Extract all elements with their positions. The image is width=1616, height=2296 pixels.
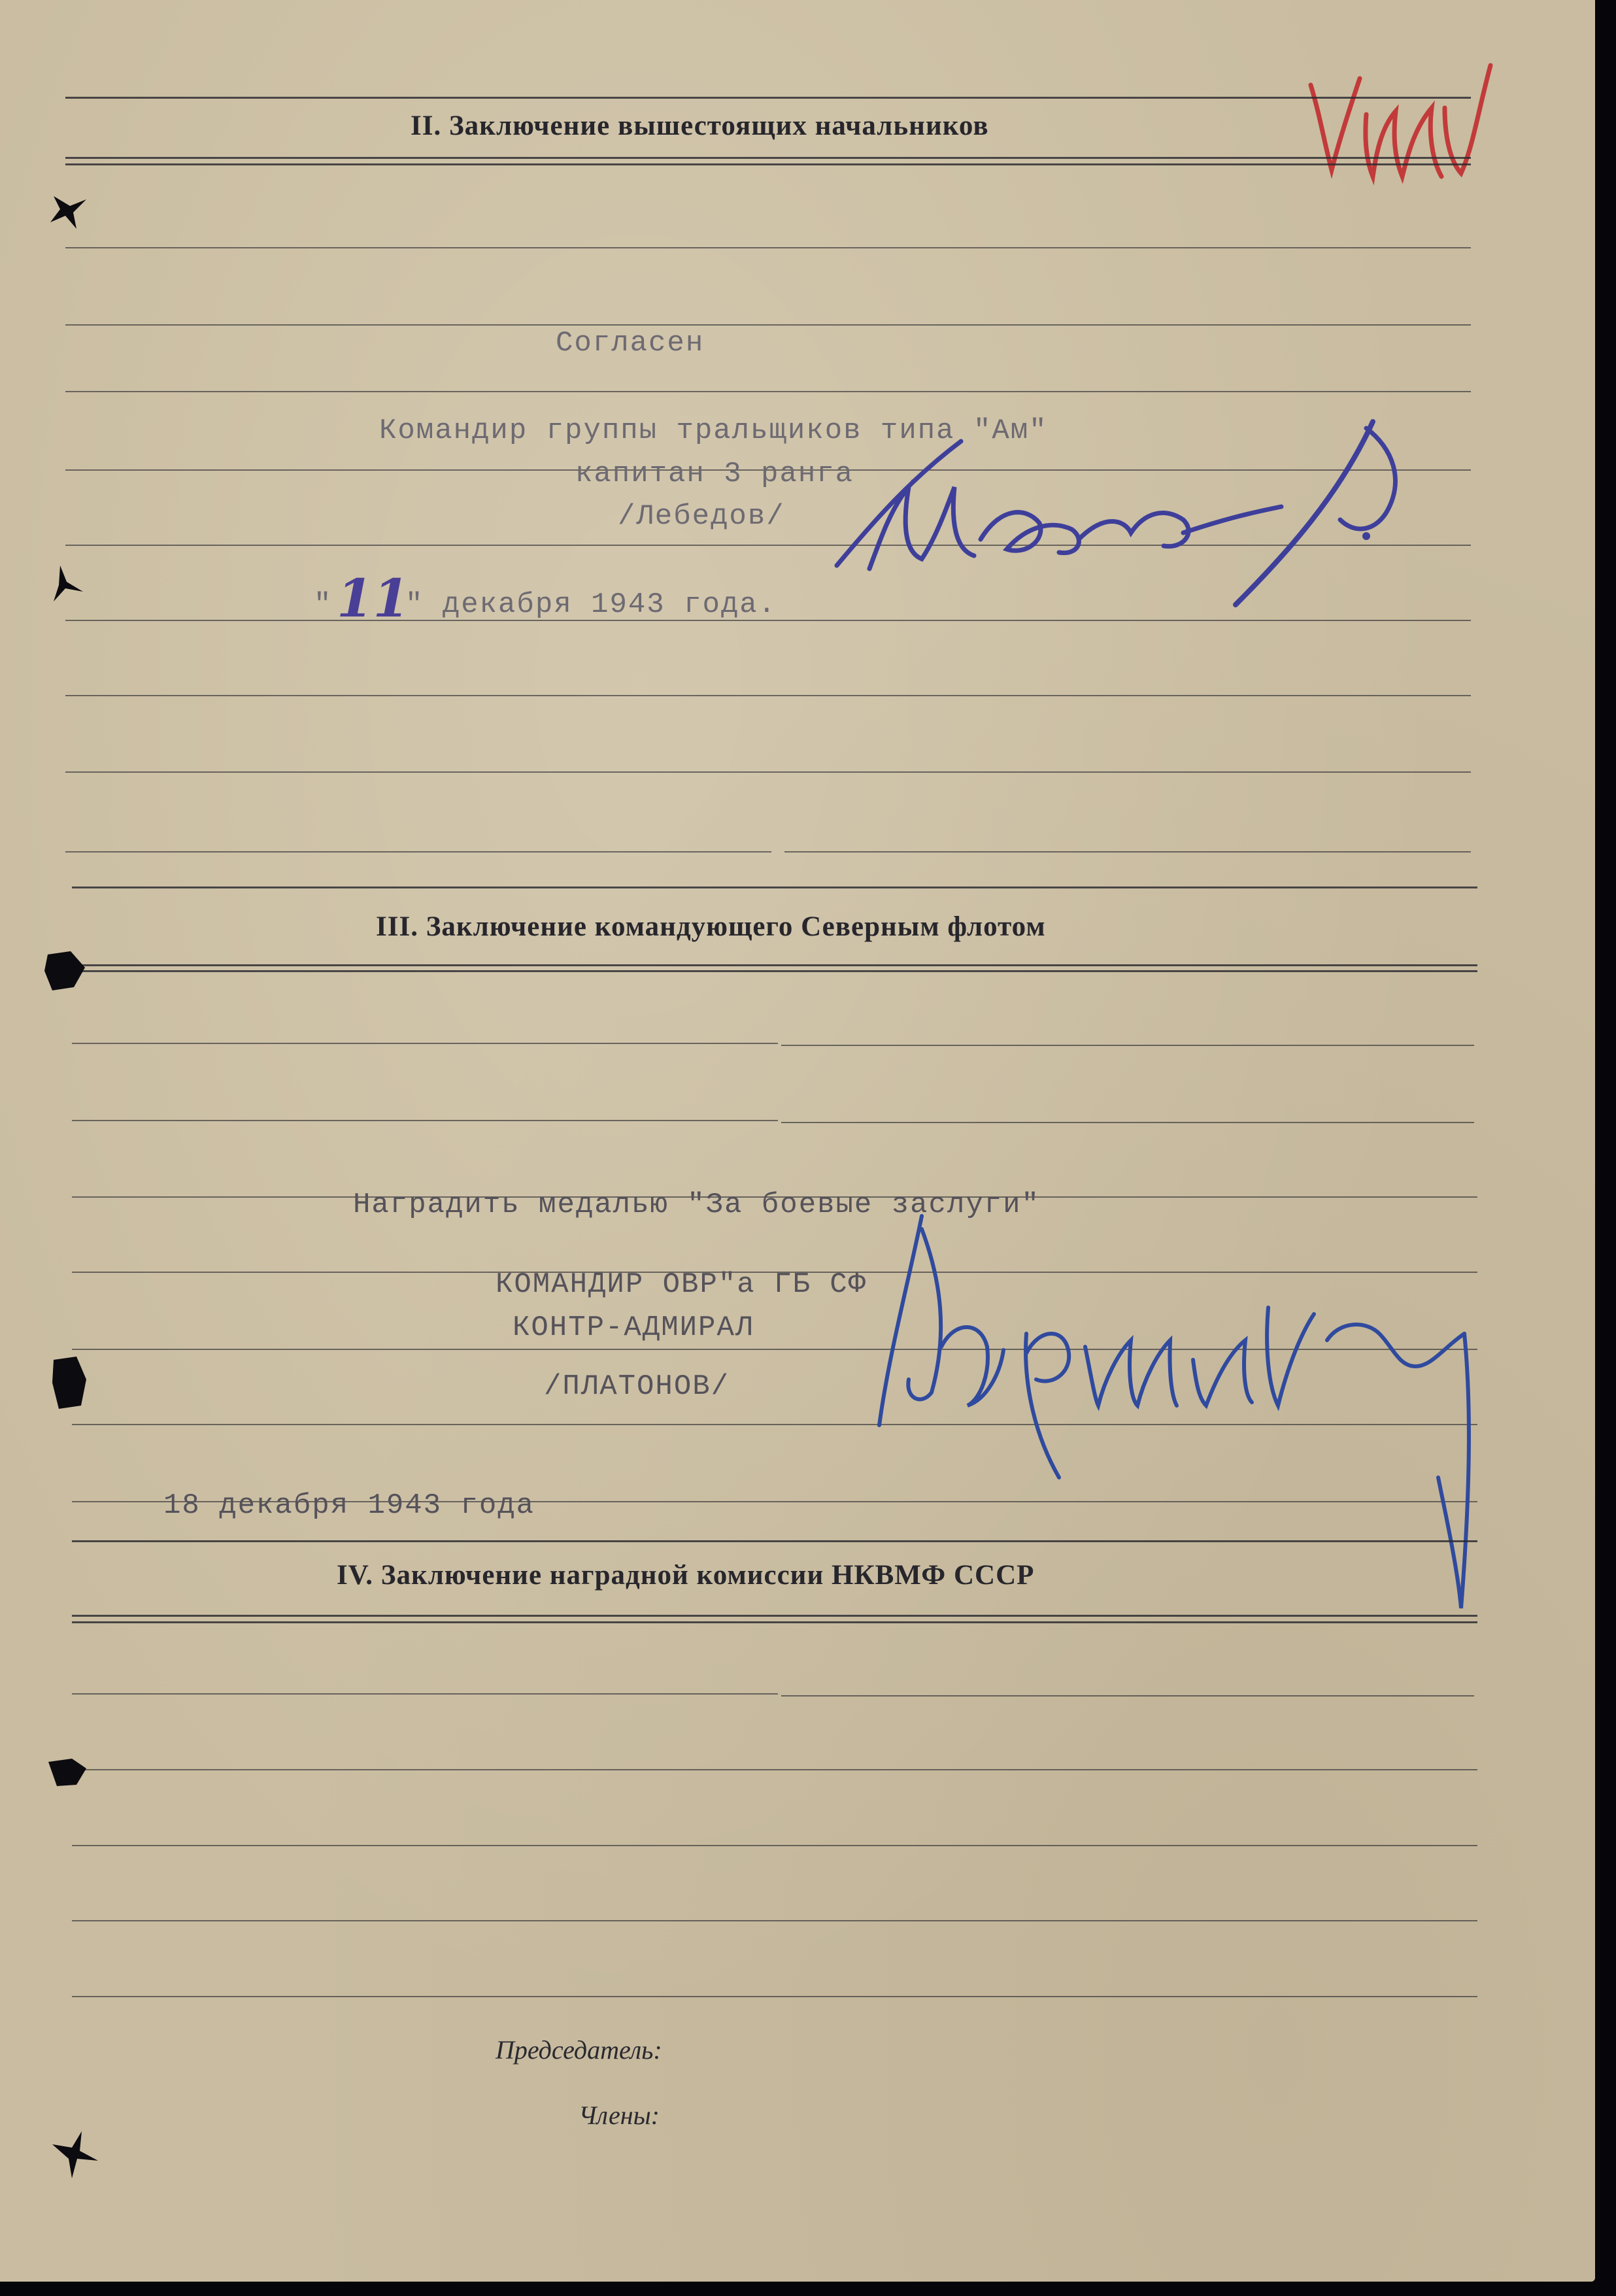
form-line-right	[781, 1695, 1474, 1697]
section4-top-rule	[72, 1540, 1477, 1542]
signature-section2	[830, 409, 1458, 624]
form-line-right	[781, 1122, 1474, 1123]
section4-heading-rule	[72, 1615, 1477, 1617]
folio-number-handwritten	[1304, 56, 1494, 186]
section3-name: /ПЛАТОНОВ/	[544, 1370, 730, 1403]
date-day-handwritten: 11	[337, 567, 410, 629]
agree-typed: Согласен	[556, 327, 705, 360]
punch-hole	[41, 1746, 93, 1798]
section3-decision: Наградить медалью "За боевые заслуги"	[353, 1189, 1040, 1221]
form-line	[65, 771, 1471, 773]
section2-heading-rule	[65, 157, 1471, 159]
section2-position-line2: капитан 3 ранга	[575, 458, 854, 490]
form-line-left	[72, 1043, 778, 1044]
section3-top-rule	[72, 886, 1477, 888]
date-open-quote: "	[314, 588, 333, 621]
form-line	[65, 391, 1471, 392]
section4-heading: IV. Заключение наградной комиссии НКВМФ СССР	[337, 1560, 1035, 1591]
section3-heading: III. Заключение командующего Северным флотом	[376, 911, 1046, 942]
form-line-left	[72, 1120, 778, 1121]
section2-heading-rule-2	[65, 163, 1471, 165]
punch-hole	[38, 941, 90, 994]
section3-position-line2: КОНТР-АДМИРАЛ	[513, 1311, 754, 1344]
section3-heading-rule-2	[72, 970, 1477, 972]
signature-section3	[869, 1203, 1490, 1661]
form-line	[72, 1996, 1477, 1997]
section2-top-rule	[65, 97, 1471, 99]
form-line	[72, 1845, 1477, 1846]
section2-name: /Лебедов/	[618, 500, 785, 533]
section4-heading-rule-2	[72, 1621, 1477, 1623]
section3-date: 18 декабря 1943 года	[163, 1489, 535, 1522]
form-line	[65, 247, 1471, 248]
section2-position-line1: Командир группы тральщиков типа "Ам"	[379, 414, 1048, 447]
punch-hole	[46, 2125, 105, 2184]
form-line	[72, 1920, 1477, 1921]
form-line-right	[784, 851, 1471, 853]
members-label: Члены:	[579, 2101, 660, 2130]
form-line	[65, 695, 1471, 696]
form-line-right	[781, 1045, 1474, 1046]
form-line-left	[72, 1693, 778, 1695]
punch-hole	[47, 1353, 93, 1412]
punch-hole	[41, 556, 93, 608]
form-line	[65, 324, 1471, 326]
form-line	[72, 1769, 1477, 1770]
section2-heading: II. Заключение вышестоящих начальников	[411, 110, 989, 141]
section3-position-line1: КОМАНДИР ОВР"а ГБ СФ	[496, 1268, 867, 1301]
date-rest: " декабря 1943 года.	[405, 588, 777, 621]
section3-heading-rule	[72, 964, 1477, 966]
form-line-left	[65, 851, 771, 853]
punch-hole	[41, 183, 93, 235]
folio-number-text	[0, 0, 1, 1]
chairman-label: Председатель:	[496, 2035, 662, 2065]
